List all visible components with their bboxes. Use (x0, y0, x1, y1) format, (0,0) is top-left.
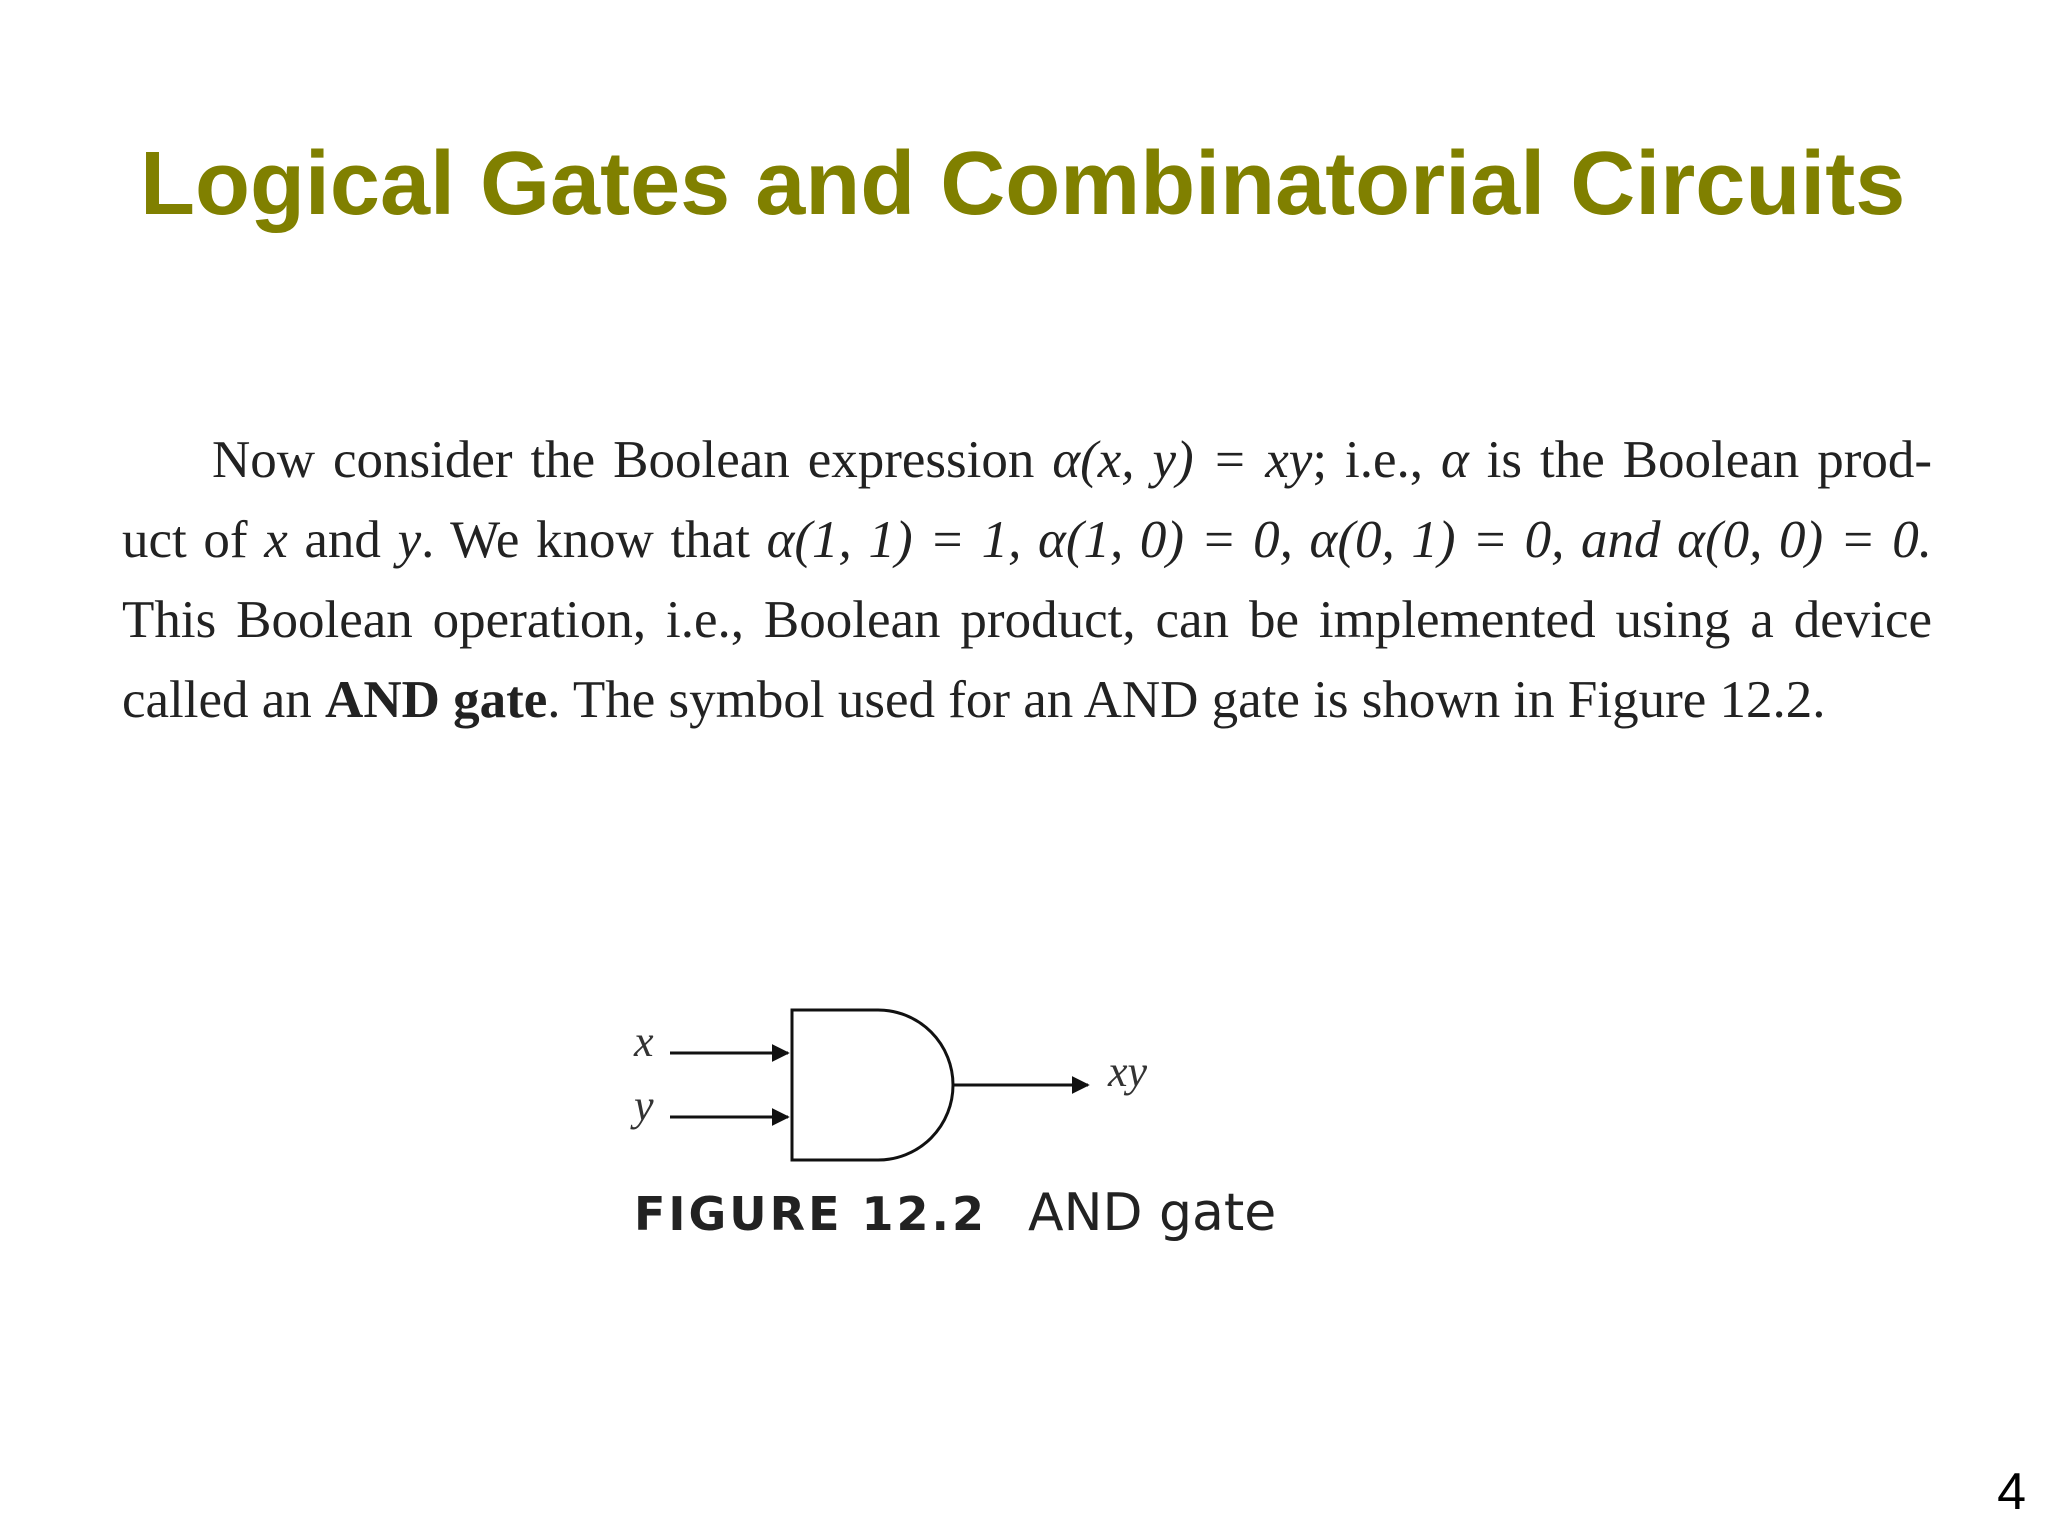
line-4-text-a: called an (122, 671, 312, 729)
paragraph-line-4 (122, 660, 1932, 740)
figure-caption: AND gate (1028, 1183, 1277, 1243)
line-1-text-c: is the Boolean prod- (1486, 431, 1933, 489)
body-paragraph (122, 420, 1932, 740)
page-number: 4 (1997, 1463, 2026, 1521)
and-gate-symbol (792, 1010, 953, 1160)
line-2-text-a: uct of (122, 511, 248, 569)
line-4-text-b: . The symbol used for an AND gate is shown in Figure 12.2. (547, 671, 1826, 729)
input-label-y: y (634, 1081, 654, 1130)
alpha-expression: α(x, y) = xy (1052, 431, 1313, 489)
paragraph-line-2 (122, 500, 1932, 580)
variable-x: x (264, 511, 288, 569)
and-gate-term: AND gate (325, 671, 548, 729)
line-3-text: This Boolean operation, i.e., Boolean product, can be implemented using a device (122, 591, 1932, 649)
figure-number: FIGURE 12.2 (634, 1187, 988, 1241)
input-label-x: x (634, 1017, 654, 1066)
line-2-text-b: . We know that (421, 511, 750, 569)
alpha-symbol: α (1440, 431, 1469, 489)
line-1-text-b: ; i.e., (1312, 431, 1423, 489)
slide-title: Logical Gates and Combinatorial Circuits (140, 134, 1906, 234)
paragraph-line-1 (122, 420, 1932, 500)
alpha-values: α(1, 1) = 1, α(1, 0) = 0, α(0, 1) = 0, and α(0, 0) = 0. (766, 511, 1933, 569)
paragraph-line-3 (122, 580, 1932, 660)
line-1-text-a: Now consider the Boolean expression (212, 431, 1035, 489)
line-2-and: and (304, 511, 381, 569)
and-gate-figure (600, 980, 1300, 1270)
output-label-xy: xy (1108, 1047, 1148, 1096)
variable-y: y (397, 511, 422, 569)
